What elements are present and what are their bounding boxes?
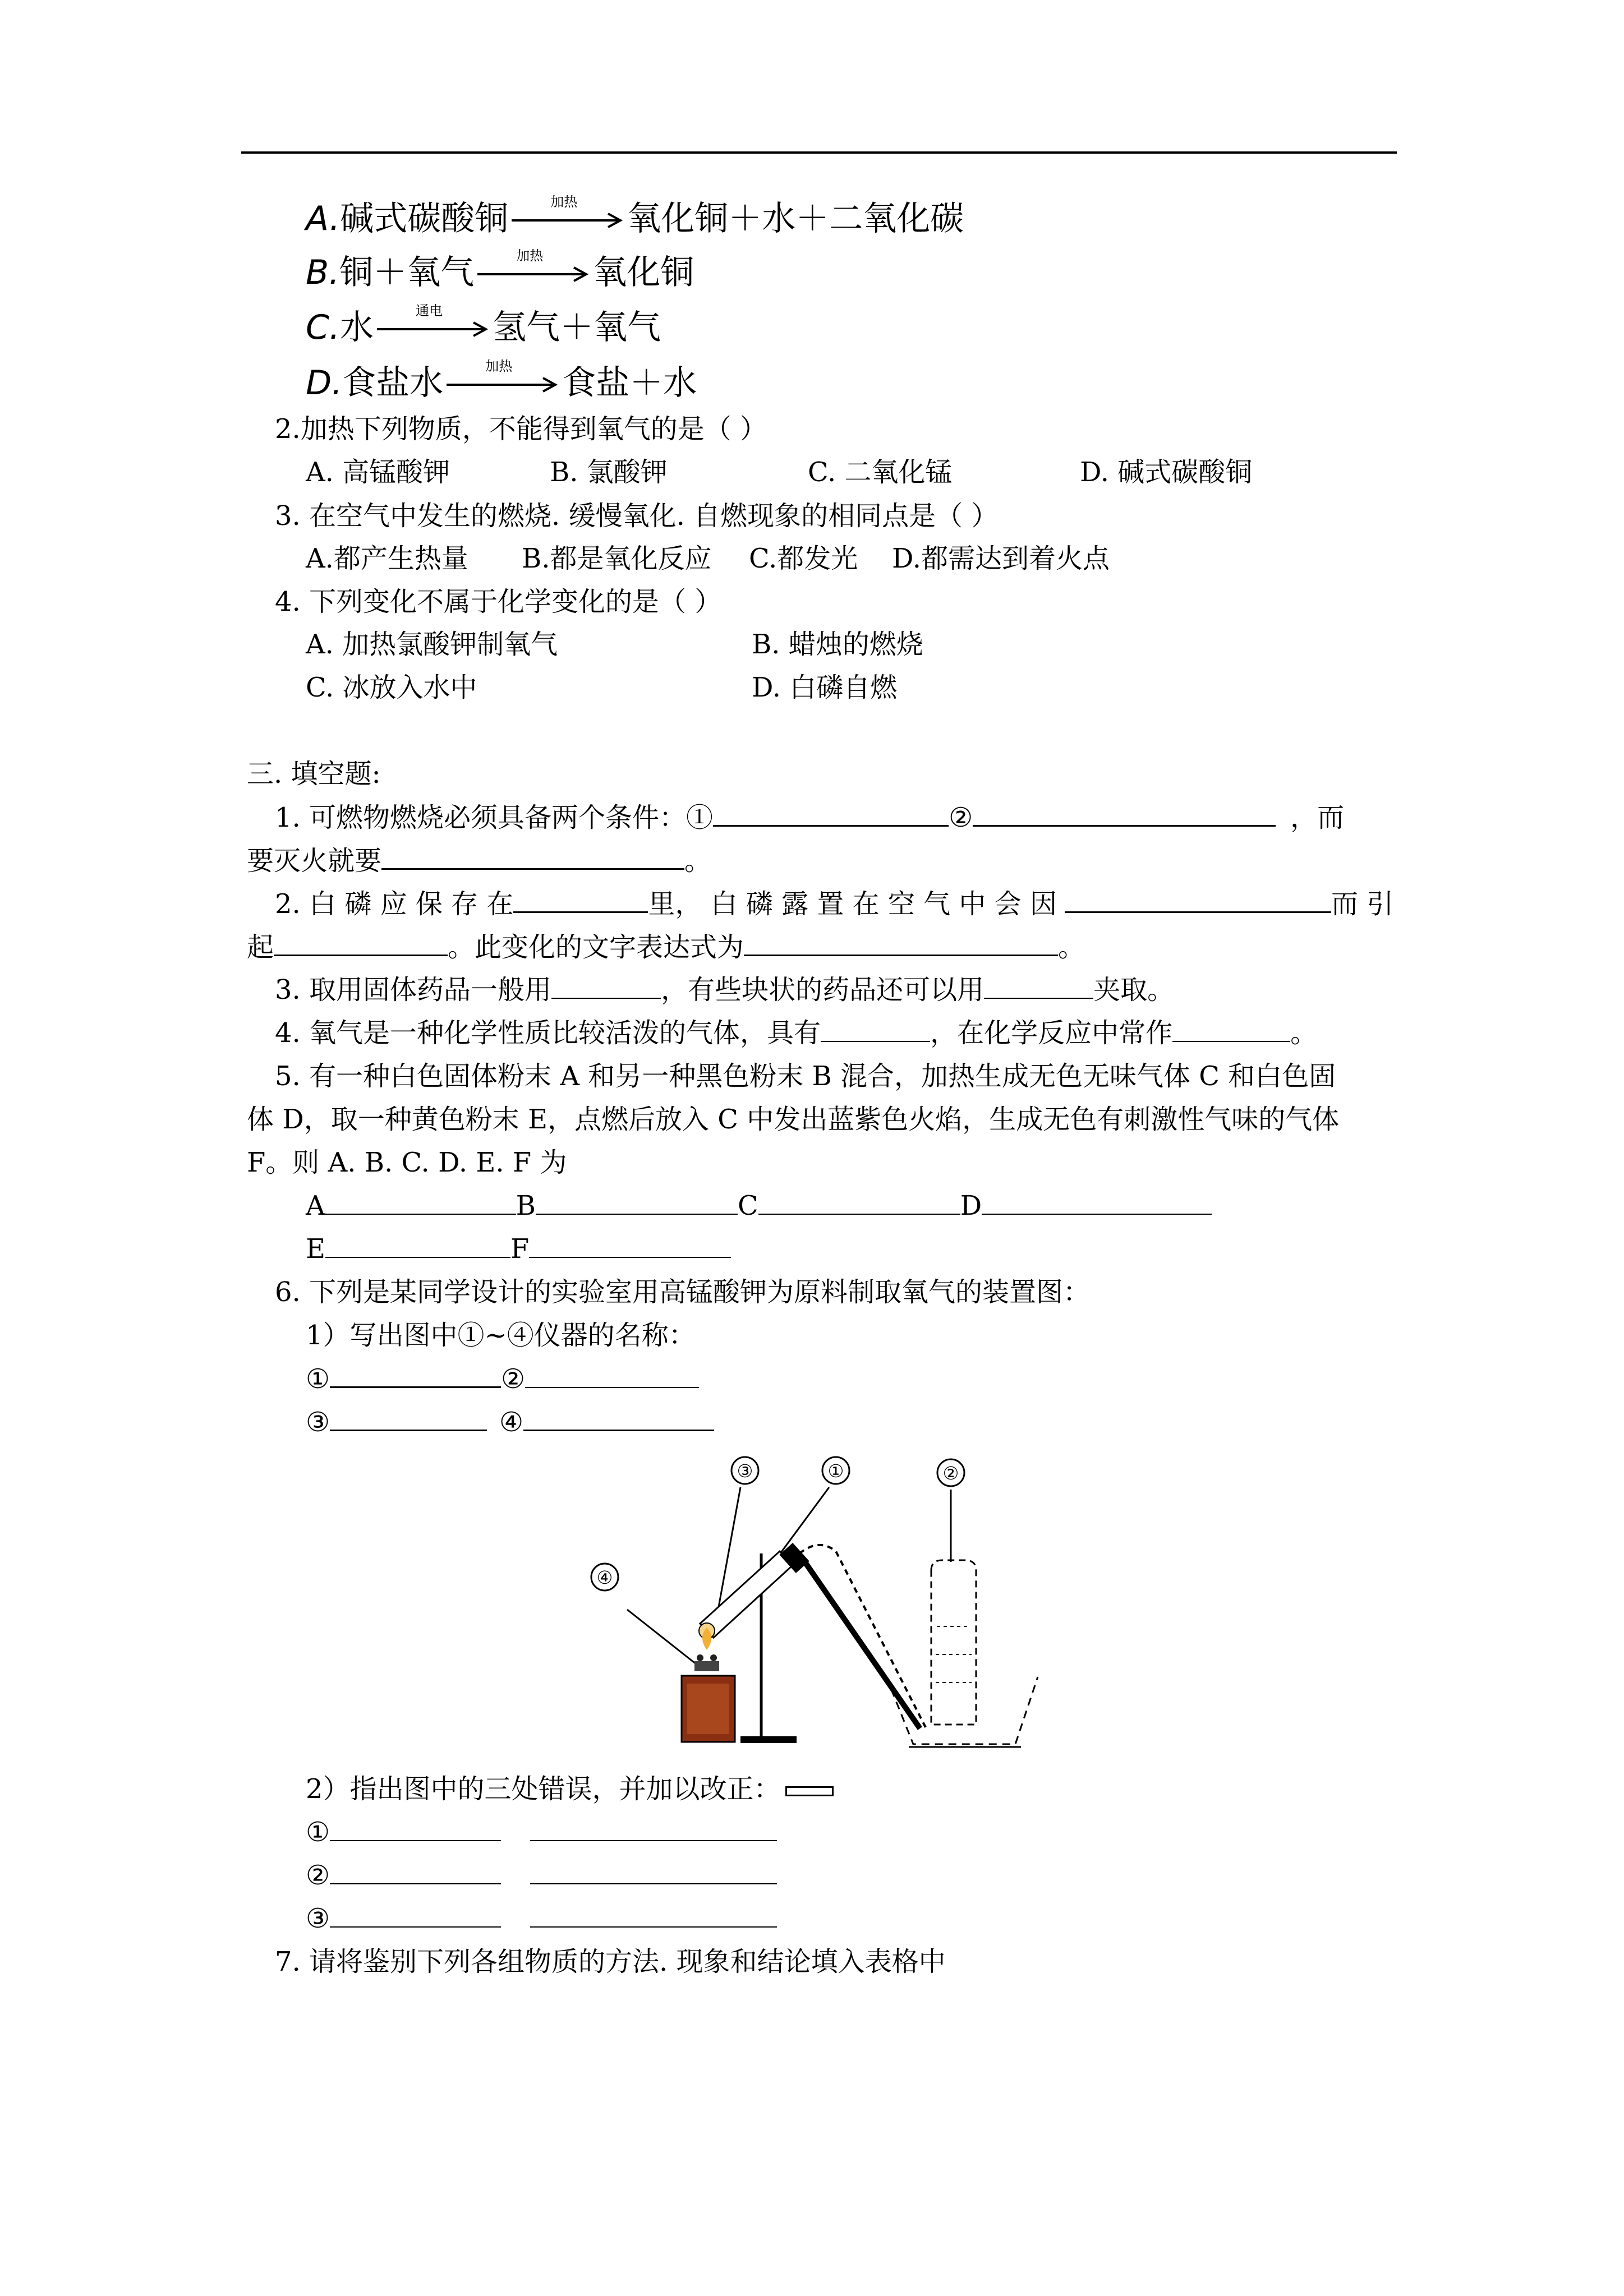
answer-blank[interactable] [330, 1859, 501, 1884]
reaction-arrow-icon: 加热 [477, 263, 590, 285]
fill-4: 4. 氧气是一种化学性质比较活泼的气体，具有 ，在化学反应中常作 。 [275, 1017, 1318, 1049]
answer-blank[interactable] [758, 1189, 960, 1215]
q3-stem: 3. 在空气中发生的燃烧. 缓慢氧化. 自燃现象的相同点是（ ） [275, 500, 999, 532]
fill-5-answers-row-1: A B C D [306, 1189, 1212, 1223]
answer-blank[interactable] [551, 973, 661, 999]
q3-option-c: C.都发光 [749, 543, 858, 574]
q4-option-b: B. 蜡烛的燃烧 [752, 629, 923, 660]
answer-blank[interactable] [325, 1189, 516, 1215]
error-row-1: ① [306, 1815, 777, 1849]
apparatus-diagram [572, 1441, 1066, 1758]
wooden-block [682, 1676, 735, 1742]
fill-7-stem: 7. 请将鉴别下列各组物质的方法. 现象和结论填入表格中 [275, 1946, 946, 1977]
q3-option-b: B.都是氧化反应 [522, 543, 712, 574]
q2-option-d: D. 碱式碳酸铜 [1080, 457, 1253, 488]
fill-2-line-1: 2. 白 磷 应 保 存 在 里， 白 磷 露 置 在 空 气 中 会 因 而 引 [275, 887, 1393, 921]
callout-2 [937, 1459, 964, 1562]
svg-text:①: ① [827, 1460, 844, 1482]
answer-blank[interactable] [821, 1016, 930, 1042]
answer-blank[interactable] [536, 1189, 738, 1215]
small-box [785, 1786, 834, 1796]
q4-option-d: D. 白磷自燃 [752, 672, 898, 703]
q2-option-b: B. 氯酸钾 [550, 457, 668, 488]
equation-d: D.食盐水 加热 食盐＋水 [306, 358, 697, 403]
svg-text:②: ② [942, 1463, 959, 1484]
reaction-arrow-icon: 通电 [377, 318, 489, 340]
gas-collecting-bottle [931, 1560, 976, 1725]
q4-stem: 4. 下列变化不属于化学变化的是（ ） [275, 586, 722, 617]
equation-c: C.水 通电 氢气＋氧气 [306, 303, 661, 347]
fill-1-line-2: 要灭火就要 。 [247, 843, 711, 878]
fill-1-line-1: 1. 可燃物燃烧必须具备两个条件：① ② ，而 [275, 800, 1344, 835]
fill-6-sub-2: 2）指出图中的三处错误，并加以改正： [306, 1772, 834, 1806]
answer-blank[interactable] [381, 843, 684, 870]
answer-blank[interactable] [325, 1232, 510, 1258]
q2-option-c: C. 二氧化锰 [808, 457, 953, 488]
answer-blank[interactable] [713, 800, 949, 827]
equation-b: B.铜＋氧气 加热 氧化铜 [306, 248, 694, 292]
answer-blank[interactable] [513, 887, 648, 913]
svg-text:④: ④ [596, 1567, 613, 1588]
answer-blank[interactable] [530, 1859, 777, 1884]
fill-5-line-2: 体 D，取一种黄色粉末 E，点燃后放入 C 中发出蓝紫色火焰，生成无色有刺激性气味的气体 [247, 1104, 1340, 1135]
fill-5-answers-row-2: E F [306, 1232, 731, 1266]
q3-option-d: D.都需达到着火点 [892, 543, 1110, 574]
answer-blank[interactable] [330, 1815, 501, 1841]
answer-blank[interactable] [529, 1232, 731, 1258]
section-title: 三. 填空题: [247, 758, 381, 790]
answer-blank[interactable] [330, 1405, 487, 1431]
answer-blank[interactable] [984, 973, 1093, 999]
reaction-arrow-icon: 加热 [512, 209, 624, 232]
fill-6-names-row-1: ① ② [306, 1362, 699, 1396]
error-row-2: ② [306, 1859, 777, 1892]
error-row-3: ③ [306, 1902, 777, 1935]
fill-6-names-row-2: ③ ④ [306, 1405, 714, 1439]
answer-blank[interactable] [1065, 887, 1331, 913]
svg-text:③: ③ [737, 1460, 753, 1482]
answer-blank[interactable] [530, 1815, 777, 1841]
header-rule [241, 151, 1397, 154]
fill-2-line-2: 起 。此变化的文字表达式为 。 [247, 930, 1085, 964]
test-tube [699, 1543, 809, 1639]
reaction-arrow-icon: 加热 [447, 374, 559, 396]
fill-6-stem: 6. 下列是某同学设计的实验室用高锰酸钾为原料制取氧气的装置图： [275, 1276, 1091, 1308]
answer-blank[interactable] [1172, 1016, 1290, 1042]
fill-5-line-3: F。则 A. B. C. D. E. F 为 [247, 1147, 567, 1178]
equation-a: A.碱式碳酸铜 加热 氧化铜＋水＋二氧化碳 [306, 194, 964, 238]
q2-stem: 2.加热下列物质，不能得到氧气的是（ ） [275, 413, 767, 445]
q4-option-c: C. 冰放入水中 [306, 672, 477, 703]
callout-4 [591, 1564, 697, 1665]
q2-option-a: A. 高锰酸钾 [306, 457, 450, 488]
answer-blank[interactable] [744, 930, 1058, 956]
answer-blank[interactable] [330, 1362, 501, 1388]
q3-option-a: A.都产生热量 [306, 543, 468, 574]
fill-3: 3. 取用固体药品一般用 ，有些块状的药品还可以用 夹取。 [275, 974, 1175, 1006]
q4-option-a: A. 加热氯酸钾制氧气 [306, 629, 558, 660]
answer-blank[interactable] [530, 1902, 777, 1928]
answer-blank[interactable] [274, 930, 448, 956]
fill-6-sub-1: 1）写出图中①~④仪器的名称： [306, 1320, 696, 1351]
answer-blank[interactable] [525, 1362, 699, 1388]
delivery-tube [799, 1545, 926, 1728]
answer-blank[interactable] [973, 800, 1276, 827]
answer-blank[interactable] [982, 1189, 1212, 1215]
fill-5-line-1: 5. 有一种白色固体粉末 A 和另一种黑色粉末 B 混合，加热生成无色无味气体 C 和白色固 [275, 1061, 1336, 1092]
answer-blank[interactable] [523, 1405, 714, 1431]
answer-blank[interactable] [330, 1902, 501, 1928]
